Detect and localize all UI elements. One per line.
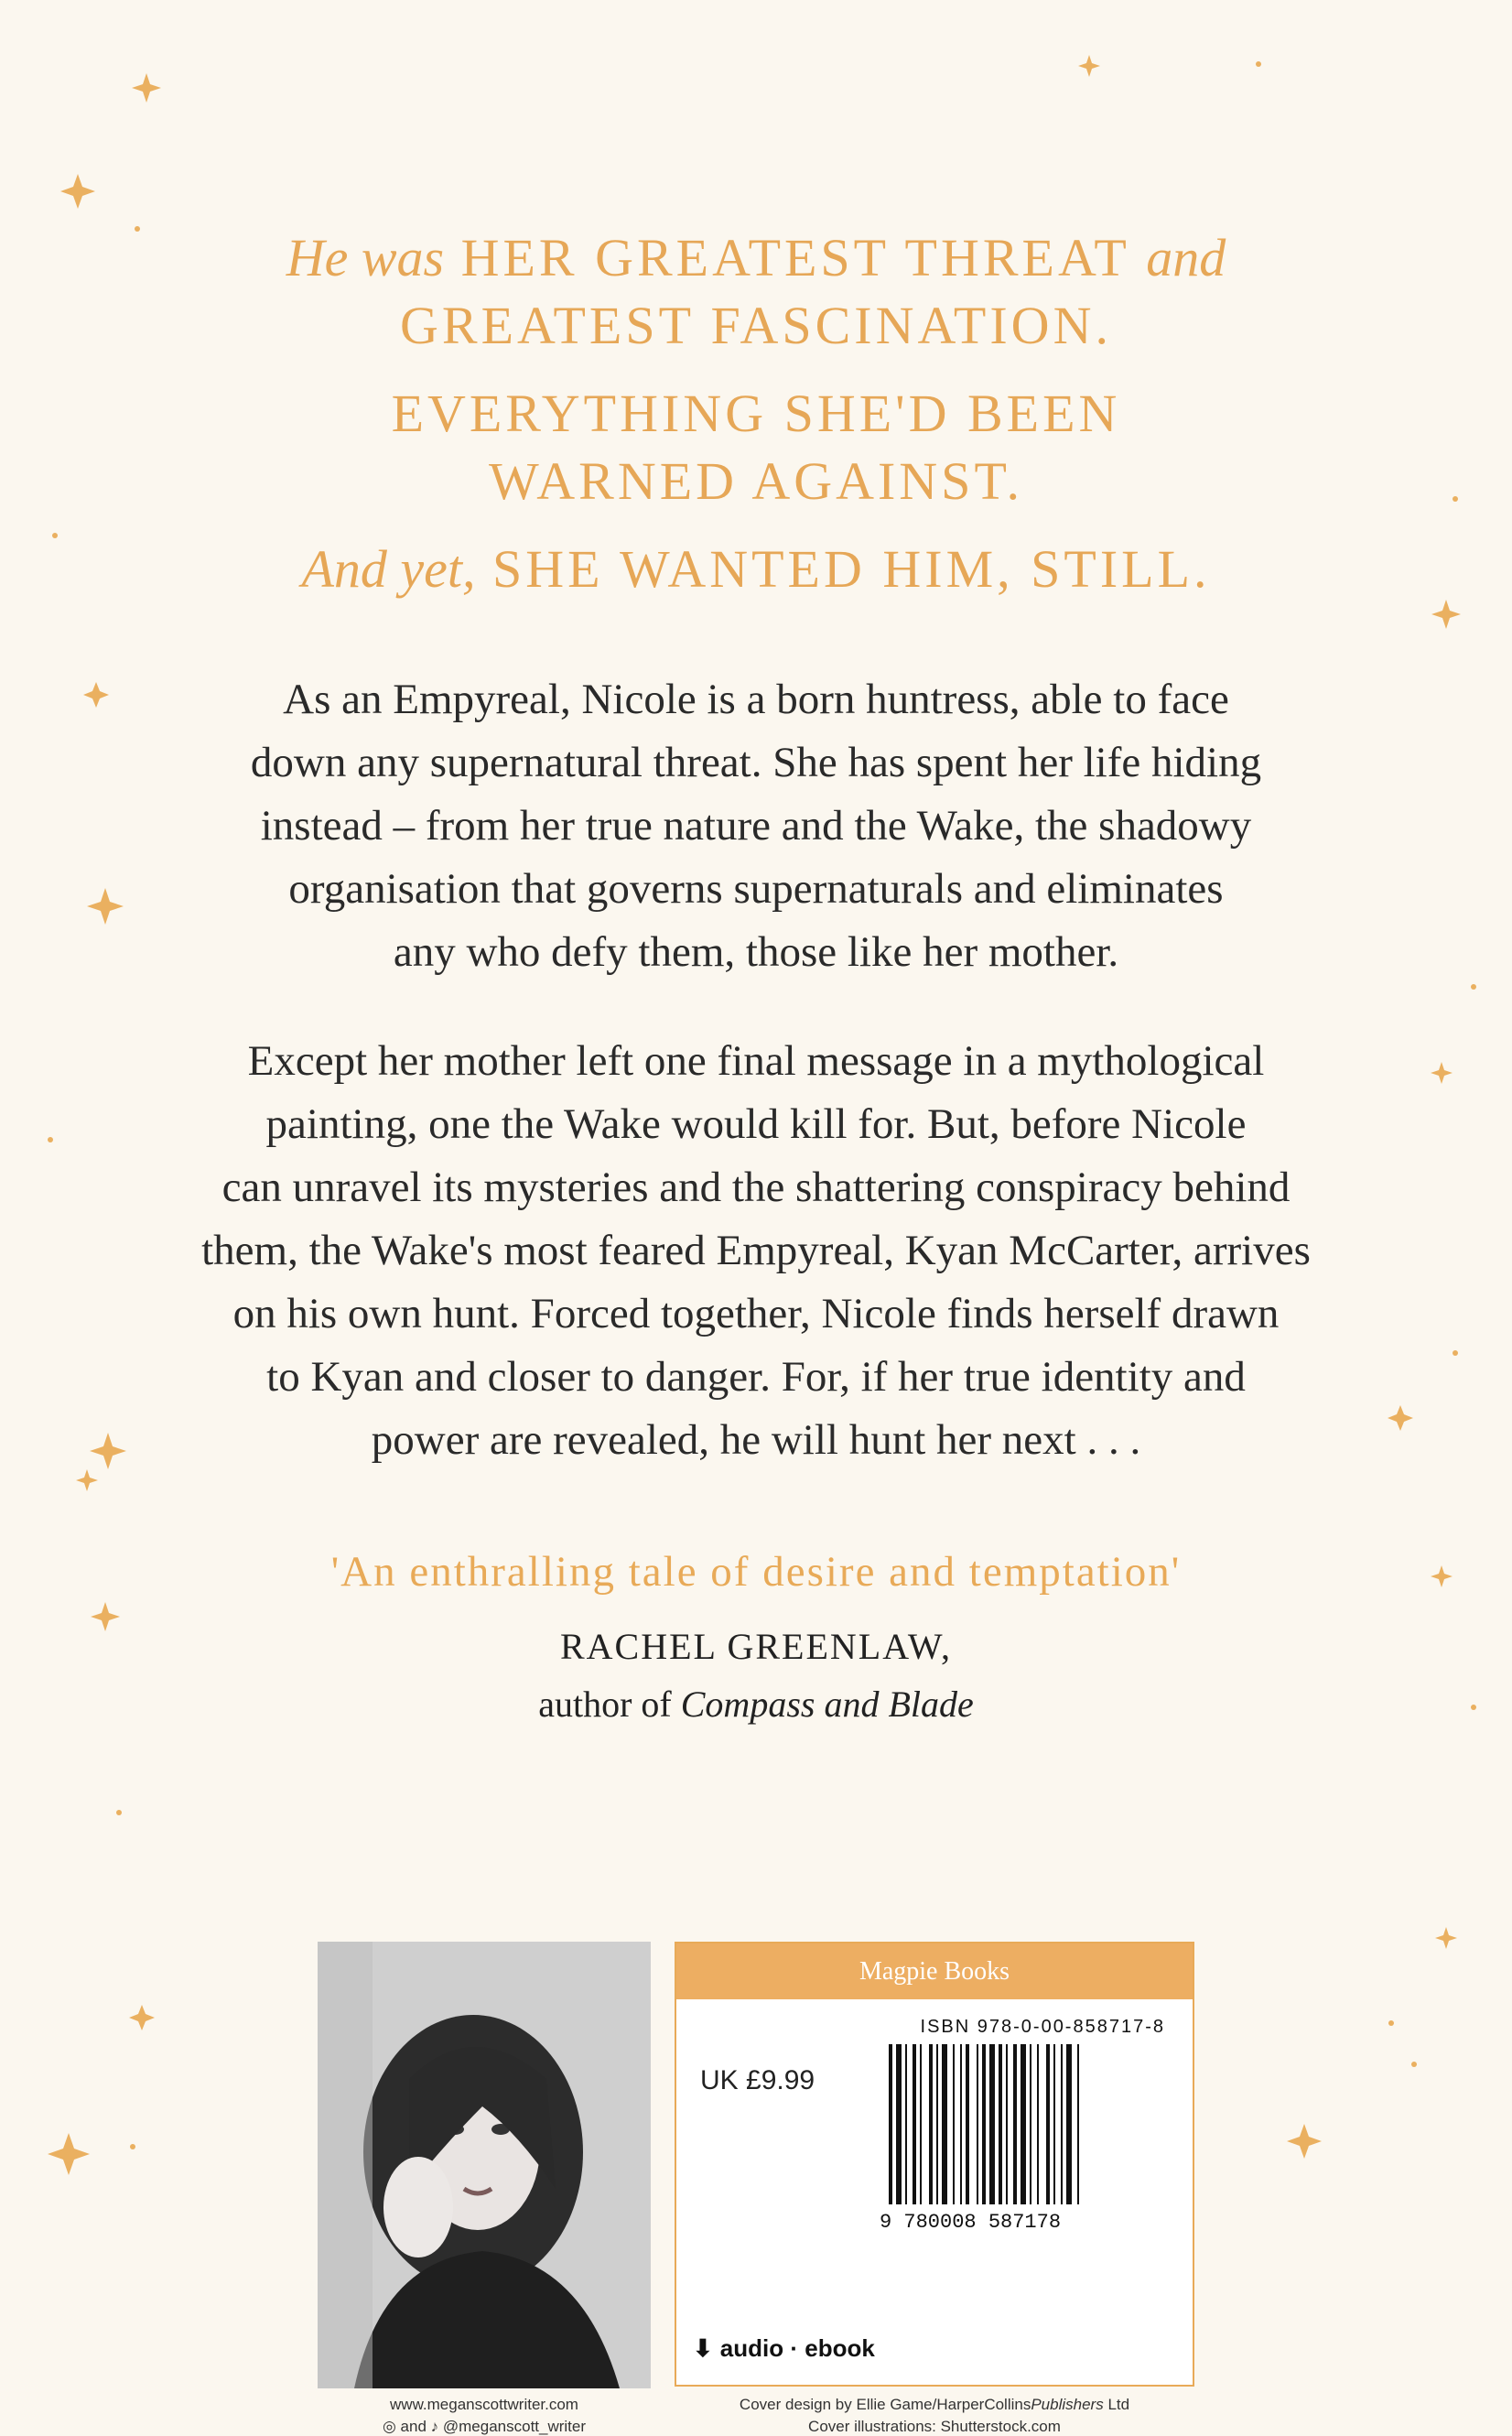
tagline-line-2: GREATEST FASCINATION.	[400, 296, 1112, 355]
barcode-bar	[960, 2044, 962, 2204]
tagline-line-5	[0, 536, 1512, 603]
barcode-bar	[905, 2044, 907, 2204]
tagline-line-1	[0, 224, 1512, 292]
blurb-line: organisation that governs supernaturals and eliminates	[288, 865, 1224, 913]
sparkle-icon	[60, 174, 95, 209]
cover-illustration-credit: Cover illustrations: Shutterstock.com	[808, 2418, 1061, 2435]
barcode-digits: 9 780008 587178	[880, 2211, 1062, 2234]
barcode	[880, 2044, 1172, 2236]
blurb-line: instead – from her true nature and the Wake, the shadowy	[260, 802, 1252, 850]
barcode-bar	[977, 2044, 978, 2204]
tagline-and-yet: And yet,	[301, 539, 476, 599]
blurb-line: on his own hunt. Forced together, Nicole finds herself drawn	[232, 1290, 1280, 1337]
tagline-line-4: WARNED AGAINST.	[488, 451, 1024, 511]
blurb-line: any who defy them, those like her mother.	[393, 928, 1119, 976]
tagline-he-was: He was	[286, 228, 445, 287]
sparkle-icon	[129, 2005, 155, 2030]
tagline-she-wanted-him: SHE WANTED HIM, STILL.	[492, 539, 1211, 599]
instagram-icon: ◎	[382, 2418, 396, 2435]
imprint-name: Magpie Books	[676, 1943, 1193, 1999]
price: UK £9.99	[700, 2065, 815, 2095]
barcode-bar	[920, 2044, 922, 2204]
tiktok-icon: ♪	[430, 2418, 439, 2435]
formats-label: audio · ebook	[719, 2334, 875, 2362]
barcode-bar	[1021, 2044, 1026, 2204]
sparkle-icon	[87, 888, 124, 925]
barcode-bar	[1046, 2044, 1050, 2204]
tagline-line-3: EVERYTHING SHE'D BEEN	[391, 384, 1121, 443]
cover-design-credit	[675, 2396, 1194, 2414]
author-social	[318, 2418, 651, 2436]
quote-author: RACHEL GREENLAW,	[559, 1626, 953, 1667]
blurb-paragraph-2	[146, 1030, 1366, 1472]
barcode-bar	[1006, 2044, 1008, 2204]
barcode-bar	[913, 2044, 916, 2204]
tagline-and: and	[1146, 228, 1226, 287]
blurb-line: power are revealed, he will hunt her next . . .	[371, 1416, 1141, 1464]
barcode-bar	[989, 2044, 995, 2204]
author-portrait	[318, 1942, 651, 2388]
barcode-bar	[936, 2044, 938, 2204]
author-of-label: author of	[538, 1684, 672, 1725]
sparkle-icon	[83, 682, 109, 708]
barcode-bar	[889, 2044, 892, 2204]
blurb-line: them, the Wake's most feared Empyreal, Kyan McCarter, arrives	[201, 1227, 1311, 1274]
sparkle-icon	[1431, 600, 1461, 629]
sparkle-icon	[1435, 1927, 1457, 1949]
author-work-title: Compass and Blade	[680, 1684, 974, 1725]
social-handle[interactable]: @meganscott_writer	[442, 2418, 587, 2435]
credit-design-italic: Publishers	[1031, 2396, 1104, 2413]
isbn: ISBN 978-0-00-858717-8	[920, 2017, 1165, 2037]
blurb-line: Except her mother left one final message in a mythological	[247, 1037, 1265, 1085]
sparkle-icon	[76, 1469, 98, 1491]
barcode-bar	[1053, 2044, 1055, 2204]
barcode-bar	[1030, 2044, 1031, 2204]
download-icon: ⬇	[693, 2334, 713, 2362]
sparkle-icon	[132, 73, 161, 103]
blurb-line: down any supernatural threat. She has spent her life hiding	[250, 739, 1262, 786]
review-quote: 'An enthralling tale of desire and temptation'	[330, 1548, 1182, 1596]
sparkle-icon	[48, 2133, 90, 2175]
barcode-bar	[953, 2044, 955, 2204]
barcode-bar	[999, 2044, 1002, 2204]
publisher-box	[675, 1942, 1194, 2387]
barcode-bar	[929, 2044, 933, 2204]
credit-design-prefix: Cover design by Ellie Game/HarperCollins	[739, 2396, 1031, 2413]
sparkle-icon	[1078, 55, 1100, 77]
author-website[interactable]: www.meganscottwriter.com	[390, 2396, 578, 2413]
sparkle-icon	[1431, 1062, 1453, 1084]
barcode-bar	[942, 2044, 947, 2204]
social-and: and	[400, 2418, 427, 2435]
sparkle-icon	[1388, 1405, 1413, 1431]
author-photo	[318, 1942, 651, 2388]
credit-design-suffix: Ltd	[1103, 2396, 1130, 2413]
blurb-line: to Kyan and closer to danger. For, if her true identity and	[266, 1353, 1246, 1401]
blurb-paragraph-1	[146, 668, 1366, 984]
formats	[693, 2334, 875, 2363]
barcode-bar	[1037, 2044, 1039, 2204]
tagline-greatest-threat: HER GREATEST THREAT	[460, 228, 1129, 287]
blurb-line: painting, one the Wake would kill for. But, before Nicole	[265, 1100, 1247, 1148]
barcode-bar	[982, 2044, 986, 2204]
barcode-bar	[1061, 2044, 1063, 2204]
barcode-bar	[1013, 2044, 1017, 2204]
blurb-line: As an Empyreal, Nicole is a born huntress, able to face	[283, 676, 1229, 723]
barcode-bar	[1066, 2044, 1072, 2204]
barcode-bar	[1077, 2044, 1079, 2204]
sparkle-icon	[1287, 2124, 1322, 2159]
barcode-bar	[966, 2044, 969, 2204]
tagline	[0, 224, 1512, 603]
barcode-bar	[896, 2044, 902, 2204]
sparkle-icon	[90, 1433, 126, 1469]
blurb-line: can unravel its mysteries and the shattering conspiracy behind	[221, 1164, 1291, 1211]
quote-author-work	[0, 1683, 1512, 1726]
